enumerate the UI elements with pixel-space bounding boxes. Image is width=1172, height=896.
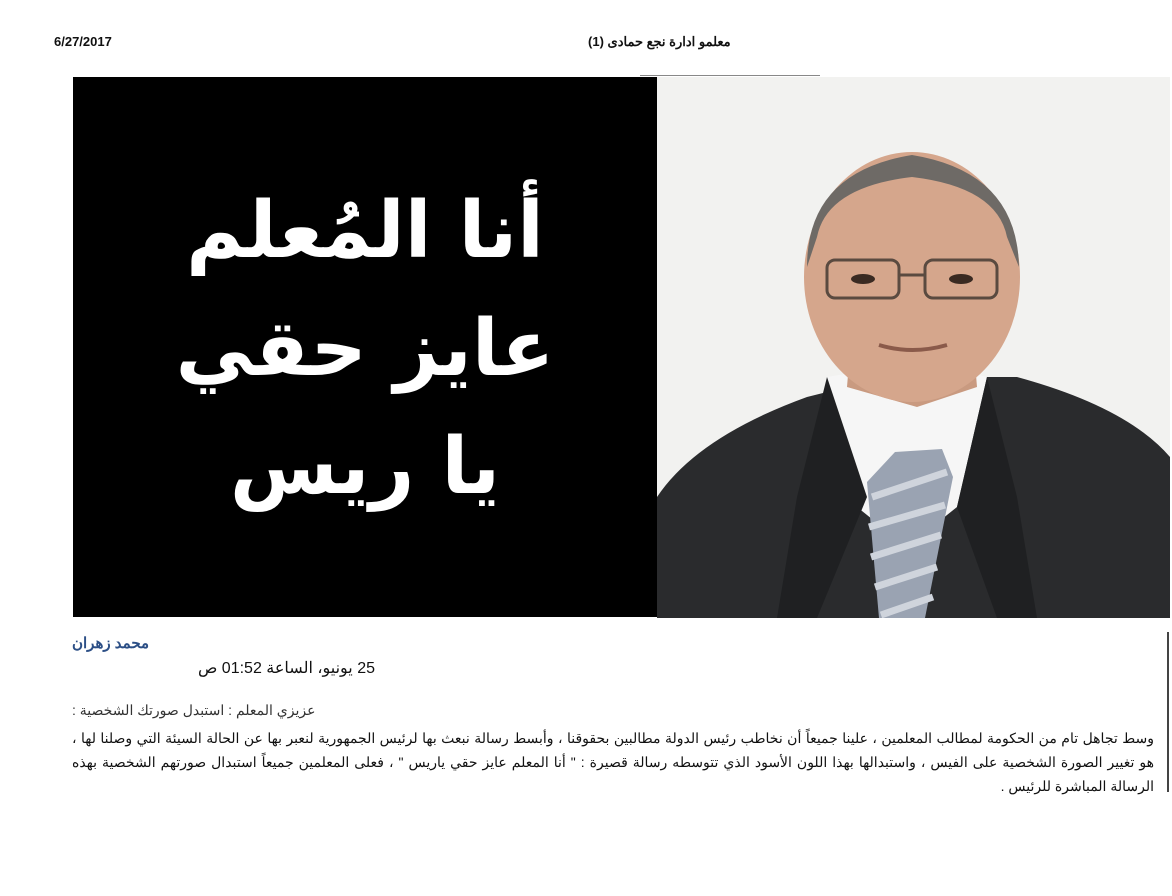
post-body: وسط تجاهل تام من الحكومة لمطالب المعلمين ، علينا جميعاً أن نخاطب رئيس الدولة مطالبين بحقوقنا ، وأبسط رسالة نبعث بها لرئيس الجمهورية لنعبر بها عن الحالة السيئة التي وصلنا لها ، هو تغيير الصورة الشخصية على الفيس ، واستبدالها بهذا اللون الأسود الذي تتوسطه رسالة قصيرة : " أنا المعلم عايز حقي ياريس " ، فعلى المعلمين جميعاً استبدال صورتهم الشخصية بهذه الرسالة المباشرة للرئيس . [72,730,1154,794]
portrait-photo [657,77,1170,618]
portrait-illustration [657,77,1170,618]
page-edge-line [1167,632,1169,792]
slogan-image [73,77,657,617]
print-date: 6/27/2017 [54,34,112,49]
post-timestamp: 25 يونيو، الساعة 01:52 ص [198,660,375,677]
post-author-link[interactable]: محمد زهران [72,635,150,652]
slogan-text [73,172,657,526]
slogan-line-3: يا ريس [229,422,501,512]
post-greeting: عزيزي المعلم : استبدل صورتك الشخصية : [72,702,316,718]
header-rule [640,75,820,76]
slogan-line-1: أنا المُعلم [186,186,544,276]
slogan-line-2: عايز حقي [175,304,555,394]
page-header-title: معلمو ادارة نجع حمادى (1) [588,34,731,49]
